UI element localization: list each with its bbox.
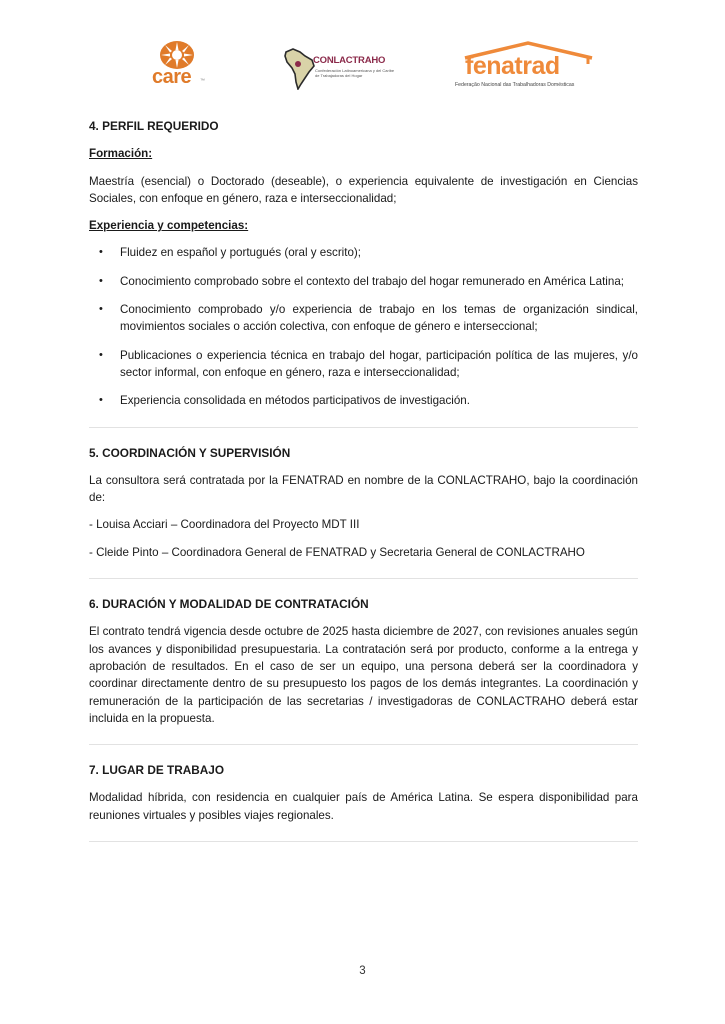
section-divider — [89, 578, 638, 579]
coordinator-line: - Cleide Pinto – Coordinadora General de FENATRAD y Secretaria General de CONLACTRAHO — [89, 545, 585, 559]
section-7-heading: 7. LUGAR DE TRABAJO — [89, 763, 225, 778]
bullet-icon: • — [99, 303, 103, 316]
list-item — [89, 392, 638, 409]
bullet-icon: • — [99, 394, 103, 407]
conlactraho-logo — [283, 46, 403, 96]
formacion-subheading: Formación: — [89, 147, 153, 161]
document-body — [89, 116, 638, 842]
list-item — [89, 273, 638, 290]
care-wordmark: care — [152, 66, 192, 88]
care-logo — [148, 40, 208, 96]
list-item-text: Fluidez en español y portugués (oral y escrito); — [120, 246, 362, 260]
formacion-paragraph: Maestría (esencial) o Doctorado (deseable), o experiencia equivalente de investigación en Ciencias Sociales, con enfoque en género, raza e interseccionalidad; — [89, 174, 638, 205]
lugar-paragraph: Modalidad híbrida, con residencia en cualquier país de América Latina. Se espera disponibilidad para reuniones virtuales y posibles viajes regionales. — [89, 791, 638, 822]
list-item-text: Conocimiento comprobado sobre el contexto del trabajo del hogar remunerado en América Latina; — [120, 274, 624, 288]
fenatrad-logo — [455, 40, 596, 96]
fenatrad-subtitle: Federação Nacional das Trabalhadoras Domésticas — [455, 82, 575, 88]
coordinator-line: - Louisa Acciari – Coordinadora del Proyecto MDT III — [89, 518, 360, 532]
fenatrad-wordmark: fenatrad — [465, 52, 560, 80]
section-4-heading: 4. PERFIL REQUERIDO — [89, 119, 219, 133]
bullet-icon: • — [99, 246, 103, 259]
page-number: 3 — [359, 965, 366, 977]
list-item-text: Publicaciones o experiencia técnica en trabajo del hogar, participación política de las mujeres, y/o sector informal, con enfoque en género, raza e interseccionalidad; — [120, 348, 638, 379]
section-6-heading: 6. DURACIÓN Y MODALIDAD DE CONTRATACIÓN — [89, 597, 369, 612]
section-divider — [89, 744, 638, 745]
list-item-text: Experiencia consolidada en métodos participativos de investigación. — [120, 394, 470, 408]
duracion-paragraph: El contrato tendrá vigencia desde octubre de 2025 hasta diciembre de 2027, con revisiones anuales según los avances y disponibilidad presupuestaria. La contratación será por producto, conforme a la entrega y aprobación de resultados. En el caso de ser un equipo, una persona deberá ser la coordinadora y coordinar directamente dentro de su presupuesto los pagos de los demás integrantes. La coordinación y remuneración de la participación de las secretarias / investigadoras de CONLACTRAHO deberá estar incluida en la propuesta. — [89, 625, 638, 725]
latin-america-map-icon — [283, 46, 317, 90]
coordinacion-intro: La consultora será contratada por la FENATRAD en nombre de la CONLACTRAHO, bajo la coordinación de: — [89, 473, 638, 505]
section-divider — [89, 841, 638, 842]
header-logos — [0, 38, 725, 98]
conlactraho-subtitle: Confederación Latinoamericana y del Caribe de Trabajadoras del Hogar — [315, 68, 395, 78]
bullet-icon: • — [99, 274, 103, 287]
list-item — [89, 301, 638, 336]
trademark-mark: ™ — [200, 78, 205, 84]
conlactraho-wordmark: CONLACTRAHO — [313, 55, 386, 66]
list-item — [89, 244, 638, 261]
section-5-heading: 5. COORDINACIÓN Y SUPERVISIÓN — [89, 445, 291, 460]
competencias-list — [89, 244, 638, 409]
experiencia-subheading: Experiencia y competencias: — [89, 219, 249, 233]
bullet-icon: • — [99, 348, 103, 361]
section-divider — [89, 427, 638, 428]
list-item-text: Conocimiento comprobado y/o experiencia de trabajo en los temas de organización sindical, movimientos sociales o acción colectiva, con enfoque de género e interseccional; — [120, 303, 638, 334]
list-item — [89, 347, 638, 382]
